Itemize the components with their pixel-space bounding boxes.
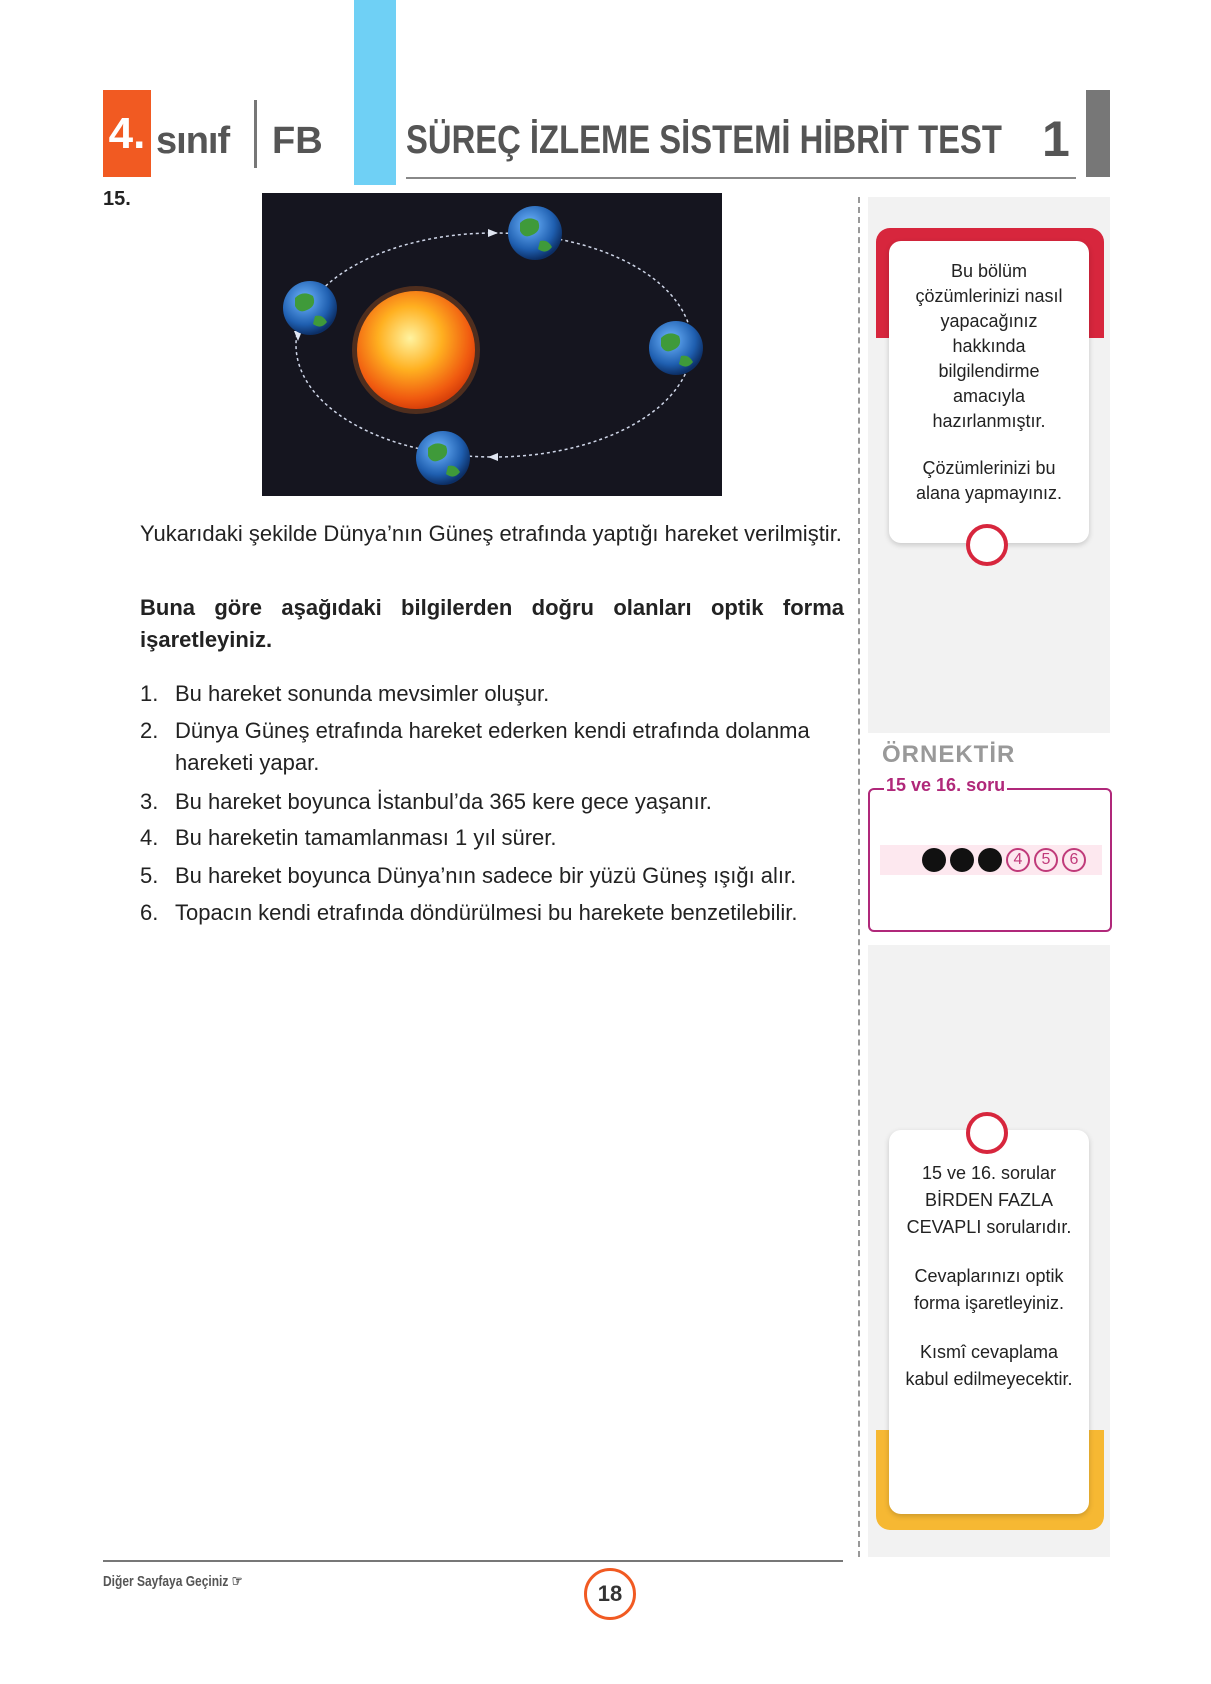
option-number: 1. xyxy=(140,681,159,706)
earth-right xyxy=(649,321,703,375)
card2-text1: 15 ve 16. sorular BİRDEN FAZLA CEVAPLI sorularıdır. xyxy=(906,1163,1072,1237)
sun xyxy=(357,291,475,409)
header-tab xyxy=(1086,90,1110,177)
option-item xyxy=(140,860,850,892)
option-number: 4. xyxy=(140,825,159,850)
subject-code: FB xyxy=(272,120,323,162)
empty-bubble: 6 xyxy=(1062,848,1086,872)
example-title: ÖRNEKTİR xyxy=(882,741,1016,768)
column-divider xyxy=(858,197,860,1557)
title-underline xyxy=(406,177,1076,179)
question-intro: Yukarıdaki şekilde Dünya’nın Güneş etrafında yaptığı hareket verilmiştir. xyxy=(140,521,842,546)
card2-text2: Cevaplarınızı optik forma işaretleyiniz. xyxy=(913,1266,1065,1313)
header-accent-bar xyxy=(354,0,396,185)
question-number: 15. xyxy=(103,188,131,210)
option-text: Topacın kendi etrafında döndürülmesi bu harekete benzetilebilir. xyxy=(175,900,798,925)
option-text: Bu hareket boyunca Dünya’nın sadece bir yüzü Güneş ışığı alır. xyxy=(175,863,797,888)
option-number: 5. xyxy=(140,863,159,888)
filled-bubble xyxy=(978,848,1002,872)
test-number: 1 xyxy=(1042,111,1070,167)
empty-bubble: 5 xyxy=(1034,848,1058,872)
filled-bubble xyxy=(950,848,974,872)
next-page-note: Diğer Sayfaya Geçiniz ☞ xyxy=(103,1573,243,1590)
card2-text3: Kısmî cevaplama kabul edilmeyecektir. xyxy=(905,1342,1073,1389)
footer-line xyxy=(103,1560,843,1562)
earth-bottom xyxy=(416,431,470,485)
empty-bubble: 4 xyxy=(1006,848,1030,872)
option-number: 3. xyxy=(140,789,159,814)
orbit-arrow-bottom xyxy=(488,453,498,461)
earth-top xyxy=(508,206,562,260)
grade-word: sınıf xyxy=(156,120,230,162)
question-prompt: Buna göre aşağıdaki bilgilerden doğru olanları optik forma işaretleyiniz. xyxy=(140,595,844,652)
option-item xyxy=(140,786,850,818)
card1-text1: Bu bölüm çözümlerinizi nasıl yapacağınız hakkında bilgilendirme amacıyla hazırlanmıştır. xyxy=(915,261,1063,431)
option-text: Dünya Güneş etrafında hareket ederken kendi etrafında dolanma hareketi yapar. xyxy=(175,718,810,775)
info-card-bottom xyxy=(889,1130,1089,1514)
option-item xyxy=(140,715,850,779)
option-item xyxy=(140,678,850,710)
orbit-illustration xyxy=(262,193,722,496)
page-number: 18 xyxy=(584,1568,636,1620)
option-text: Bu hareket sonunda mevsimler oluşur. xyxy=(175,681,550,706)
option-item xyxy=(140,897,850,929)
ring-icon xyxy=(966,524,1008,566)
ring-icon xyxy=(966,1112,1008,1154)
example-label: 15 ve 16. soru xyxy=(886,775,1006,795)
info-card-top xyxy=(889,241,1089,543)
option-text: Bu hareket boyunca İstanbul’da 365 kere gece yaşanır. xyxy=(175,789,712,814)
option-number: 6. xyxy=(140,900,159,925)
filled-bubble xyxy=(922,848,946,872)
header-divider xyxy=(254,100,257,168)
earth-orbit-figure xyxy=(262,193,722,496)
card1-text2: Çözümlerinizi bu alana yapmayınız. xyxy=(915,458,1063,503)
option-number: 2. xyxy=(140,718,159,743)
grade-number: 4. xyxy=(108,108,146,158)
option-item xyxy=(140,822,850,854)
grade-badge xyxy=(103,90,151,177)
orbit-arrow-top xyxy=(488,229,498,237)
earth-left xyxy=(283,281,337,335)
option-text: Bu hareketin tamamlanması 1 yıl sürer. xyxy=(175,825,557,850)
test-title: SÜREÇ İZLEME SİSTEMİ HİBRİT TEST xyxy=(406,118,1002,162)
